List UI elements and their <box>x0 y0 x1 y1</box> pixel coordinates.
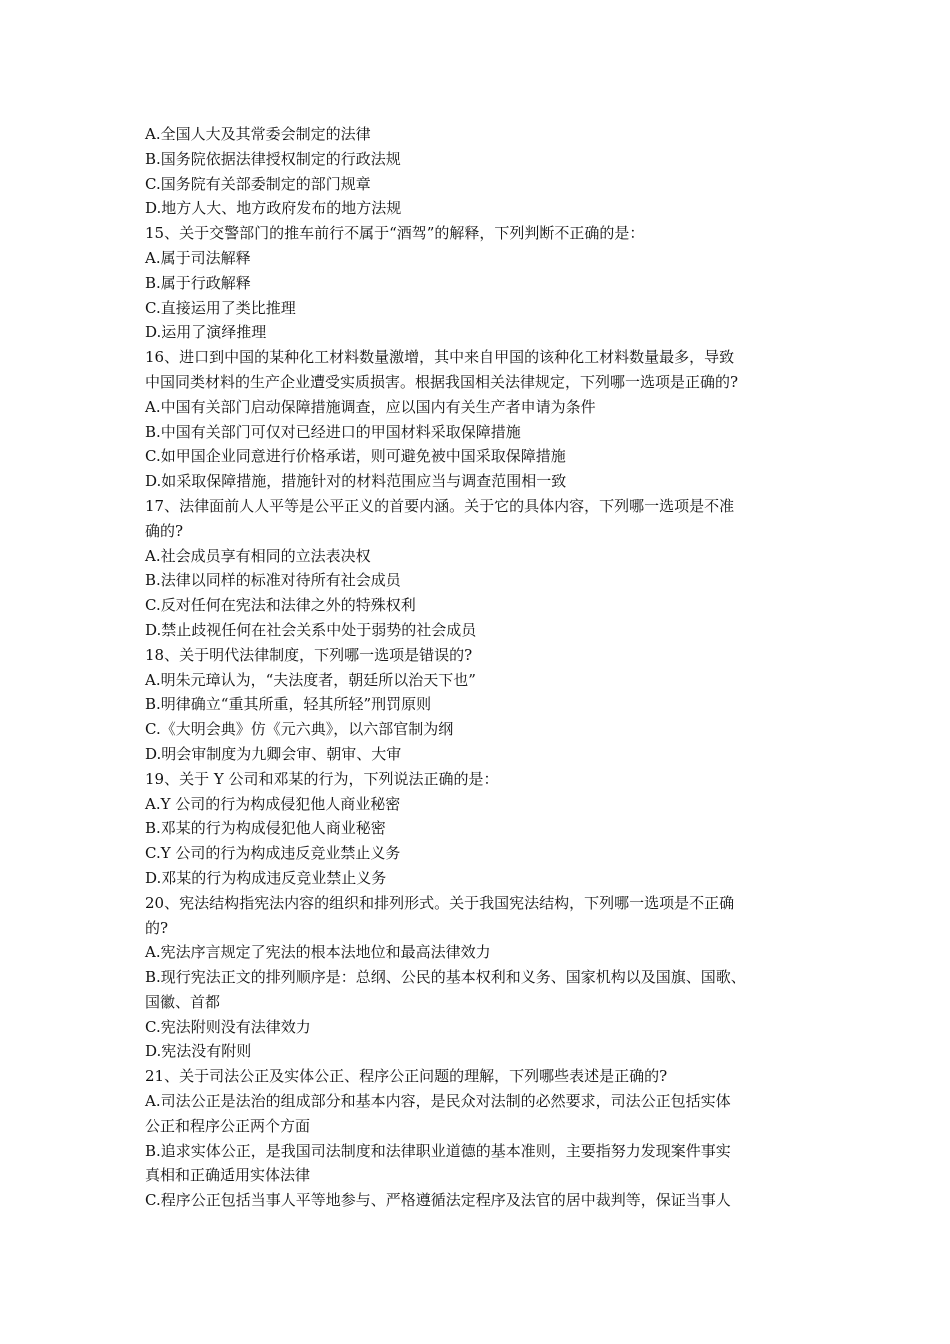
text-line: B.现行宪法正文的排列顺序是：总纲、公民的基本权利和义务、国家机构以及国旗、国歌、 <box>145 968 746 987</box>
text-line: 真相和正确适用实体法律 <box>145 1166 311 1185</box>
text-line: D.禁止歧视任何在社会关系中处于弱势的社会成员 <box>145 620 477 639</box>
text-line: B.追求实体公正，是我国司法制度和法律职业道德的基本准则，主要指努力发现案件事实 <box>145 1141 731 1160</box>
text-line: C.《大明会典》仿《元六典》，以六部官制为纲 <box>145 720 454 739</box>
document-page <box>145 122 820 1213</box>
text-line: A.宪法序言规定了宪法的根本法地位和最高法律效力 <box>145 943 491 962</box>
text-line: C.反对任何在宪法和法律之外的特殊权利 <box>145 596 416 615</box>
text-line: A.司法公正是法治的组成部分和基本内容，是民众对法制的必然要求，司法公正包括实体 <box>145 1092 731 1111</box>
text-line: B.属于行政解释 <box>145 273 251 292</box>
text-line: 的? <box>145 918 169 937</box>
text-line: C.宪法附则没有法律效力 <box>145 1017 311 1036</box>
text-line: C.直接运用了类比推理 <box>145 298 296 317</box>
text-line: C.程序公正包括当事人平等地参与、严格遵循法定程序及法官的居中裁判等，保证当事人 <box>145 1191 731 1210</box>
text-line: C.国务院有关部委制定的部门规章 <box>145 174 371 193</box>
text-line: A.中国有关部门启动保障措施调查，应以国内有关生产者申请为条件 <box>145 397 596 416</box>
text-line: C.Y 公司的行为构成违反竞业禁止义务 <box>145 844 401 863</box>
text-line: A.全国人大及其常委会制定的法律 <box>145 125 371 143</box>
question-21: 21、关于司法公正及实体公正、程序公正问题的理解，下列哪些表述是正确的? <box>145 1067 668 1086</box>
text-line: 国徽、首都 <box>145 992 221 1011</box>
text-line: D.邓某的行为构成违反竞业禁止义务 <box>145 868 387 887</box>
text-line: D.地方人大、地方政府发布的地方法规 <box>145 199 402 218</box>
question-16: 16、进口到中国的某种化工材料数量激增，其中来自甲国的该种化工材料数量最多，导致 <box>145 348 735 367</box>
text-line: B.明律确立“重其所重，轻其所轻”刑罚原则 <box>145 695 432 714</box>
text-line: B.法律以同样的标准对待所有社会成员 <box>145 571 401 590</box>
text-line: A.社会成员享有相同的立法表决权 <box>145 546 371 565</box>
text-line: 公正和程序公正两个方面 <box>145 1116 311 1135</box>
text-line: B.国务院依据法律授权制定的行政法规 <box>145 149 401 168</box>
text-line: D.如采取保障措施，措施针对的材料范围应当与调查范围相一致 <box>145 472 567 491</box>
question-20: 20、宪法结构指宪法内容的组织和排列形式。关于我国宪法结构，下列哪一选项是不正确 <box>145 893 735 912</box>
text-line: A.Y 公司的行为构成侵犯他人商业秘密 <box>145 794 401 813</box>
text-line: B.邓某的行为构成侵犯他人商业秘密 <box>145 819 386 838</box>
question-17: 17、法律面前人人平等是公平正义的首要内涵。关于它的具体内容，下列哪一选项是不准 <box>145 496 735 515</box>
text-line: C.如甲国企业同意进行价格承诺，则可避免被中国采取保障措施 <box>145 447 566 466</box>
text-line: 确的? <box>145 521 184 540</box>
text-line: A.属于司法解释 <box>145 248 251 267</box>
text-line: D.宪法没有附则 <box>145 1042 252 1061</box>
text-line: B.中国有关部门可仅对已经进口的甲国材料采取保障措施 <box>145 422 521 441</box>
text-line: 中国同类材料的生产企业遭受实质损害。根据我国相关法律规定，下列哪一选项是正确的? <box>145 372 739 391</box>
question-19: 19、关于 Y 公司和邓某的行为，下列说法正确的是： <box>145 769 499 788</box>
question-15: 15、关于交警部门的推车前行不属于“酒驾”的解释，下列判断不正确的是： <box>145 224 645 243</box>
text-line: D.运用了演绎推理 <box>145 323 267 342</box>
text-line: D.明会审制度为九卿会审、朝审、大审 <box>145 744 402 763</box>
text-line: A.明朱元璋认为，“夫法度者，朝廷所以治天下也” <box>145 670 476 689</box>
question-18: 18、关于明代法律制度，下列哪一选项是错误的? <box>145 645 473 664</box>
